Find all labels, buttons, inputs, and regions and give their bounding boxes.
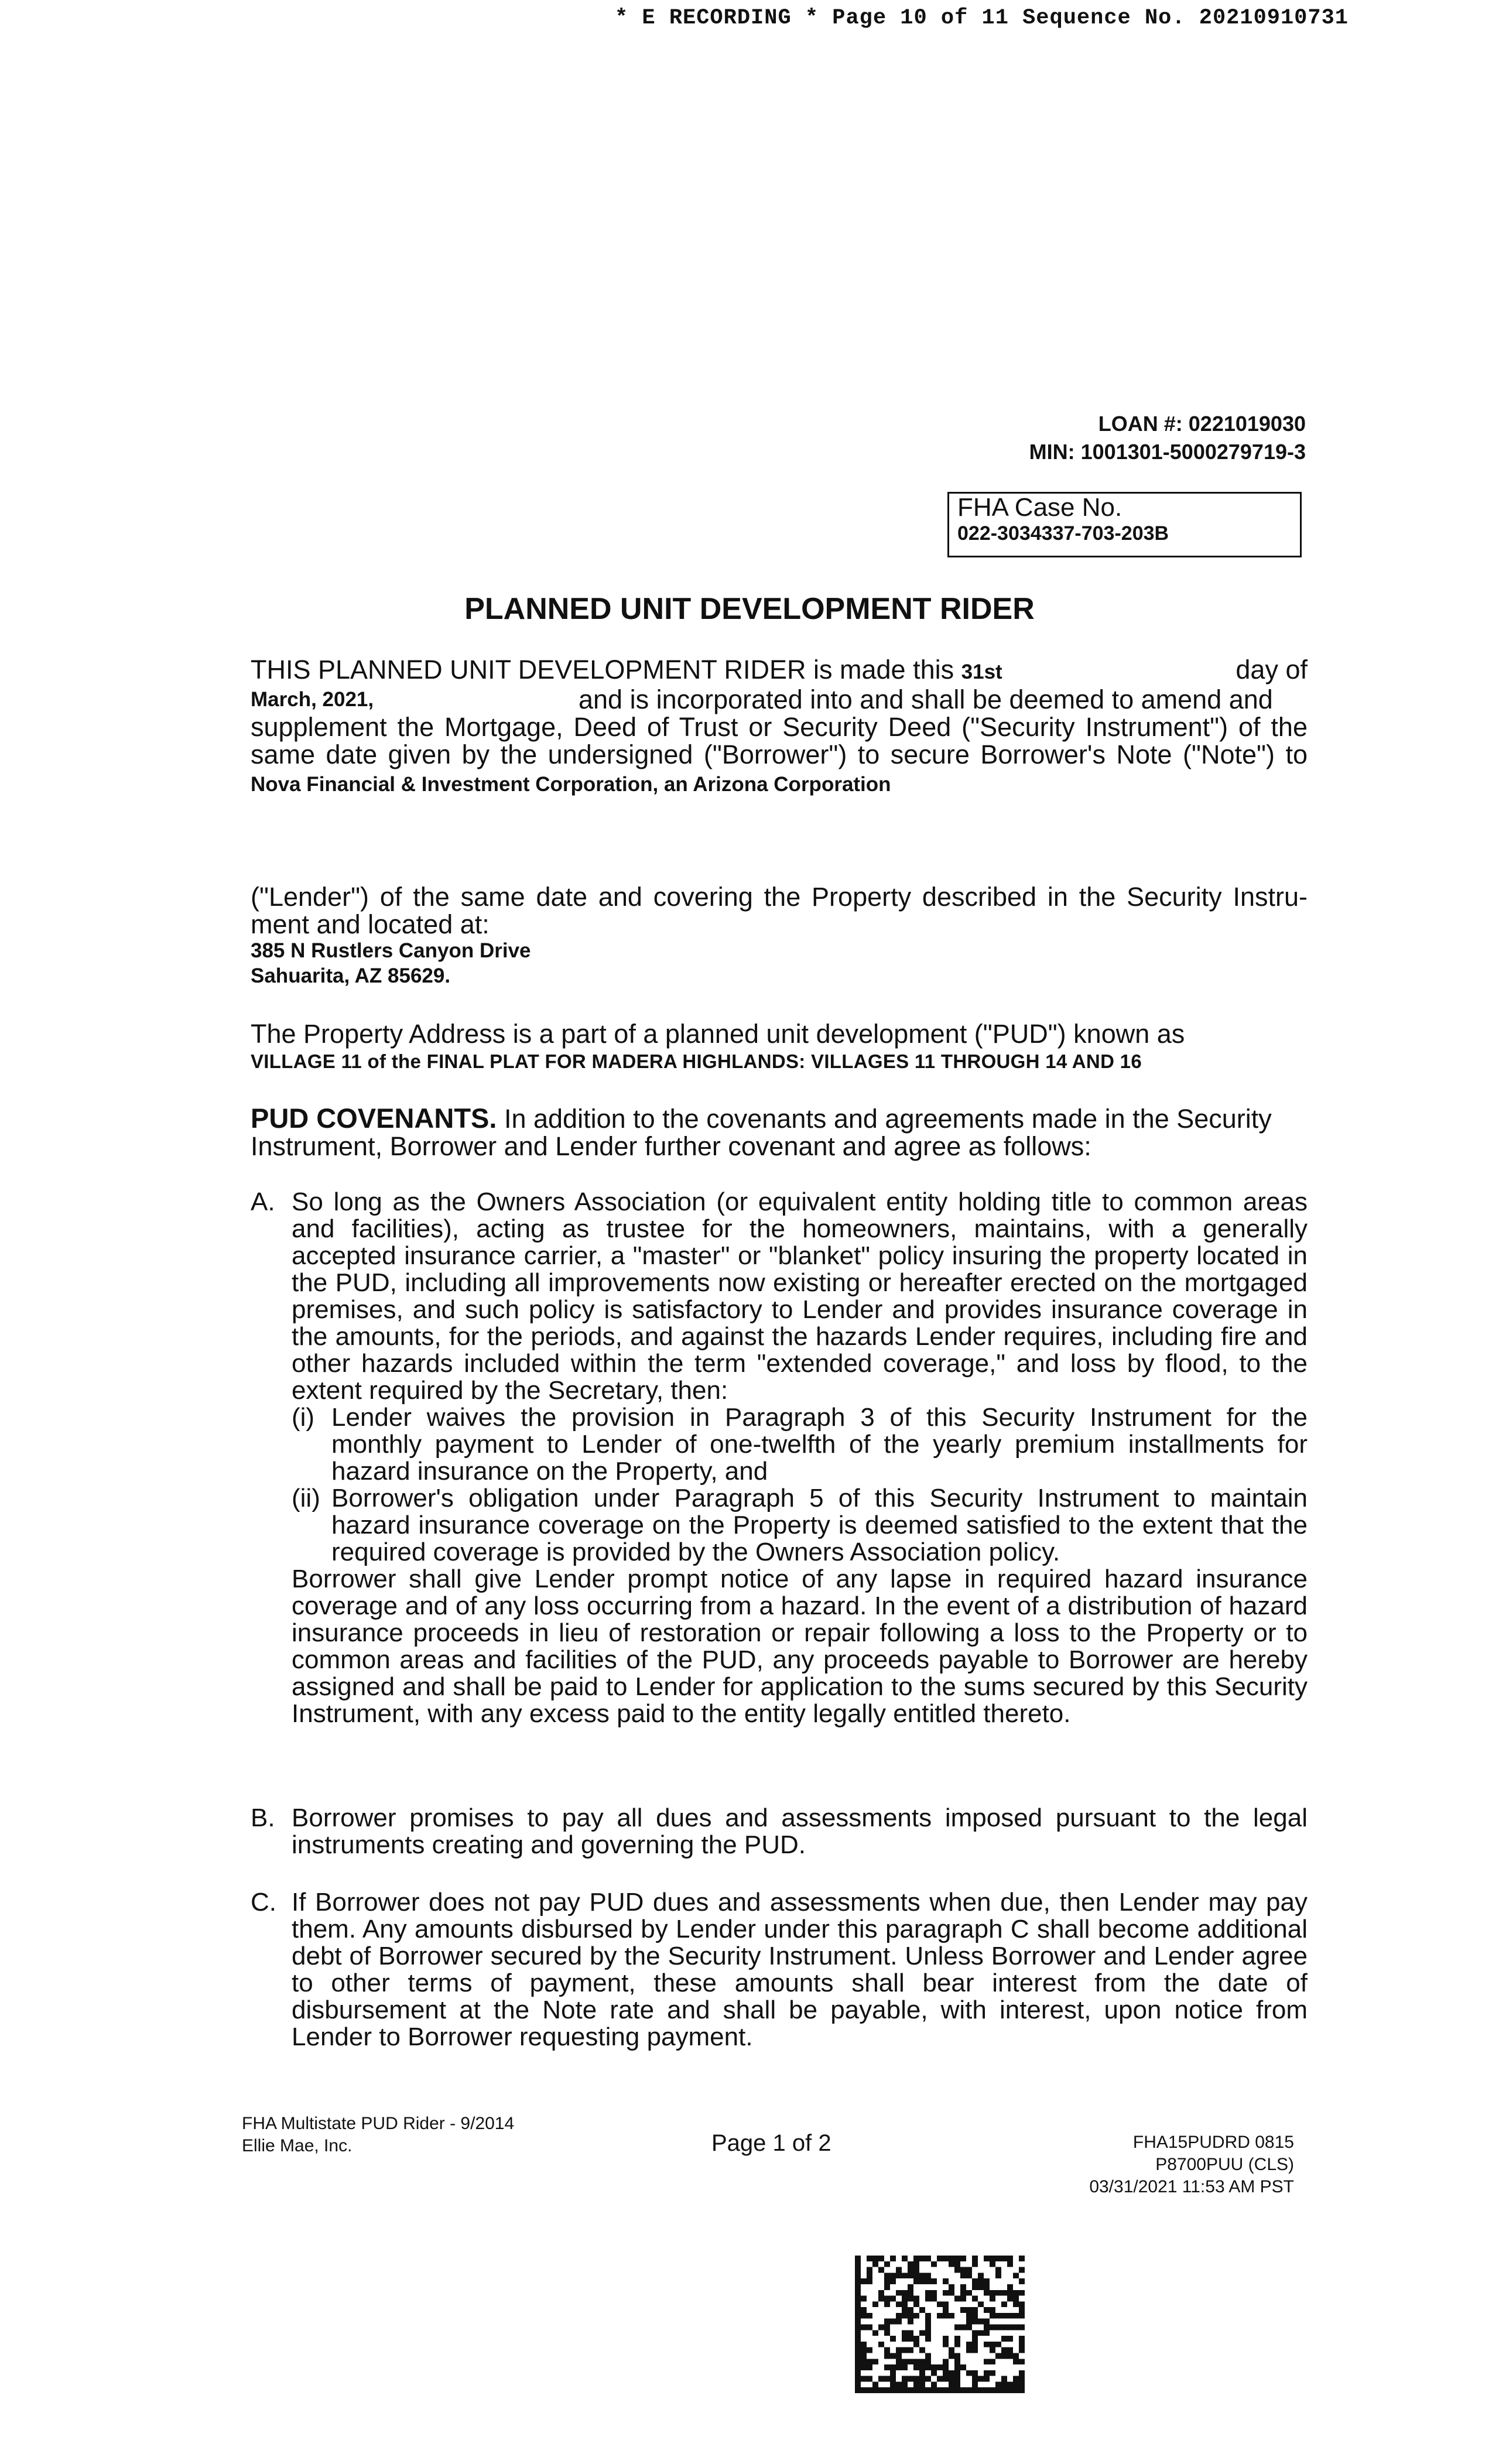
footer-vendor: Ellie Mae, Inc.: [242, 2136, 352, 2155]
intro-paragraph: [251, 656, 1308, 798]
lender-name: Nova Financial & Investment Corporation, an Arizona Corporation: [251, 773, 891, 796]
item-c-marker: C.: [251, 1888, 276, 1917]
footer-form-info: [242, 2113, 514, 2157]
lender-line-2: ment and located at:: [251, 909, 490, 939]
footer-form-name: FHA Multistate PUD Rider - 9/2014: [242, 2114, 515, 2133]
loan-number: LOAN #: 0221019030: [1098, 412, 1306, 436]
pud-name: VILLAGE 11 of the FINAL PLAT FOR MADERA HIGHLANDS: VILLAGES 11 THROUGH 14 AND 16: [251, 1050, 1142, 1072]
fha-case-label: FHA Case No.: [957, 493, 1122, 522]
rider-day: 31st: [961, 661, 1002, 683]
document-title: PLANNED UNIT DEVELOPMENT RIDER: [464, 592, 1035, 626]
intro-line-2: [251, 686, 1308, 713]
loan-identifiers: [1029, 410, 1306, 466]
pud-intro-line: The Property Address is a part of a planned unit development ("PUD") known as: [251, 1019, 1185, 1049]
sub-i-text: Lender waives the provision in Paragraph 3 of this Security Instrument for the monthly payment to Lender of one-twelfth of the yearly premium installments for hazard insurance on the Property, and: [331, 1403, 1308, 1486]
intro-line-3: supplement the Mortgage, Deed of Trust or Security Deed ("Security Instrument") of the: [251, 712, 1308, 742]
intro-line-1: [251, 656, 1308, 686]
item-a-text: So long as the Owners Association (or equivalent entity holding title to common areas and facilities), acting as trustee for the homeowners, maintains, with a generally accepted insurance carrier, a "master" or "blanket" policy insuring the property located in the PUD, including all improvements now existing or hereafter erected on the mortgaged premises, and such policy is satisfactory to Lender and provides insurance coverage in the amounts, for the periods, and against the hazards Lender requires, including fire and other hazards included within the term "extended coverage," and loss by flood, to the extent required by the Secretary, then:: [292, 1187, 1308, 1405]
footer-page-number: Page 1 of 2: [711, 2130, 831, 2156]
item-b-text: Borrower promises to pay all dues and assessments imposed pursuant to the legal instruments creating and governing the PUD.: [292, 1803, 1308, 1859]
property-address-line-1: 385 N Rustlers Canyon Drive: [251, 939, 531, 962]
intro-day-of: day of: [1236, 655, 1308, 685]
sub-i-marker: (i): [292, 1403, 315, 1432]
2d-barcode-icon: [855, 2256, 1025, 2393]
lender-property-paragraph: [251, 883, 1308, 988]
footer-codes: [1089, 2131, 1294, 2198]
lender-line-1: ("Lender") of the same date and covering the Property described in the Security Instru-: [251, 882, 1308, 912]
covenant-item-b: [251, 1805, 1308, 1859]
intro-line-4: same date given by the undersigned ("Borrower") to secure Borrower's Note ("Note") to: [251, 740, 1308, 769]
item-a-marker: A.: [251, 1187, 275, 1216]
pud-covenants-paragraph: [251, 1104, 1308, 1160]
property-address-line-2: Sahuarita, AZ 85629.: [251, 964, 451, 987]
sub-ii-text: Borrower's obligation under Paragraph 5 of this Security Instrument to maintain hazard insurance coverage on the Property is deemed satisfied to the extent that the required coverage is provided by the Owners Association policy.: [331, 1484, 1308, 1566]
intro-text-made-this: THIS PLANNED UNIT DEVELOPMENT RIDER is made this: [251, 655, 954, 685]
footer-code-1: FHA15PUDRD 0815: [1132, 2133, 1294, 2152]
pud-paragraph: [251, 1020, 1308, 1075]
min-number: MIN: 1001301-5000279719-3: [1029, 440, 1306, 464]
pud-covenants-label: PUD COVENANTS.: [251, 1103, 497, 1134]
fha-case-box: [947, 492, 1302, 557]
covenant-item-c: [251, 1889, 1308, 2051]
item-c-text: If Borrower does not pay PUD dues and assessments when due, then Lender may pay them. Any amounts disbursed by Lender under this paragraph C shall become additional debt of Borrower secured by the Security Instrument. Unless Borrower and Lender agree to other terms of payment, these amounts shall bear interest from the date of disbursement at the Note rate and shall be payable, with interest, upon notice from Lender to Borrower requesting payment.: [292, 1888, 1308, 2051]
item-a-sub-ii: [292, 1485, 1308, 1566]
covenant-item-a: [251, 1189, 1308, 1727]
footer-timestamp: 03/31/2021 11:53 AM PST: [1089, 2177, 1294, 2196]
footer-code-2: P8700PUU (CLS): [1155, 2155, 1294, 2174]
item-a-closing-text: Borrower shall give Lender prompt notice of any lapse in required hazard insurance coverage and of any loss occurring from a hazard. In the event of a distribution of hazard insurance proceeds in lieu of restoration or repair following a loss to the Property or to common areas and facilities of the PUD, any proceeds payable to Borrower are hereby assigned and shall be paid to Lender for application to the sums secured by this Security Instrument, with any excess paid to the entity legally entitled thereto.: [292, 1565, 1308, 1728]
recording-stamp: * E RECORDING * Page 10 of 11 Sequence No. 20210910731: [615, 6, 1349, 30]
pud-covenants-text: In addition to the covenants and agreements made in the Security Instrument, Borrower and Lender further covenant and agree as follows:: [251, 1104, 1272, 1161]
intro-incorporated-text: and is incorporated into and shall be deemed to amend and: [579, 685, 1273, 714]
item-a-sub-i: [292, 1404, 1308, 1485]
rider-month-year: March, 2021,: [251, 688, 374, 711]
sub-ii-marker: (ii): [292, 1484, 320, 1512]
item-b-marker: B.: [251, 1803, 275, 1832]
fha-case-number: 022-3034337-703-203B: [957, 522, 1169, 545]
